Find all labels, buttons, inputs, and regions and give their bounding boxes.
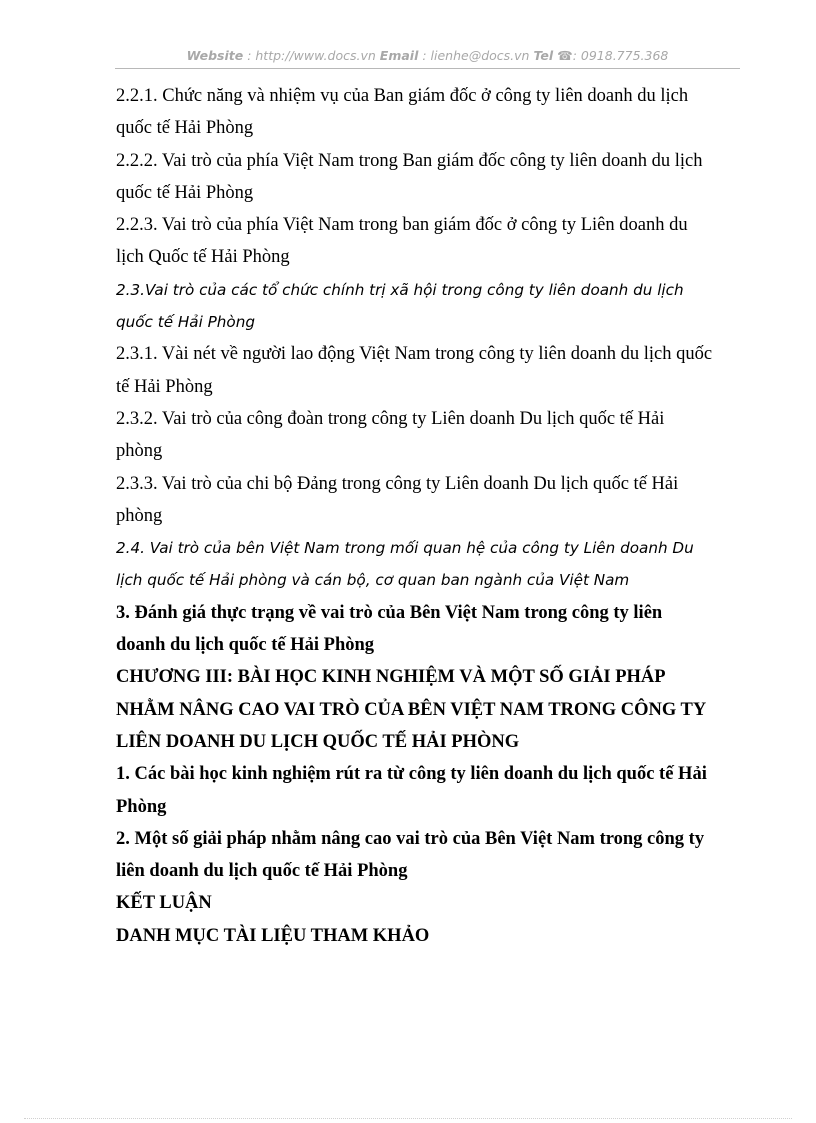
toc-item-c3-2 — [116, 823, 746, 888]
toc-line: 2.3.3. Vai trò của chi bộ Đảng trong công ty Liên doanh Du lịch quốc tế Hải — [116, 473, 679, 494]
toc-line: CHƯƠNG III: BÀI HỌC KINH NGHIỆM VÀ MỘT SỐ GIẢI PHÁP — [116, 667, 666, 688]
toc-line: 2. Một số giải pháp nhằm nâng cao vai trò của Bên Việt Nam trong công ty — [116, 828, 705, 849]
email-value: : lienhe@docs.vn — [422, 48, 530, 63]
toc-item-3 — [116, 597, 746, 662]
toc-item-2-3-2 — [116, 403, 746, 468]
toc-chapter-3 — [116, 661, 746, 758]
toc-line: lịch Quốc tế Hải Phòng — [116, 247, 290, 268]
toc-line: liên doanh du lịch quốc tế Hải Phòng — [116, 861, 408, 882]
toc-item-c3-1 — [116, 758, 746, 823]
toc-line: lịch quốc tế Hải phòng và cán bộ, cơ quan ban ngành của Việt Nam — [116, 571, 630, 590]
toc-line: 2.4. Vai trò của bên Việt Nam trong mối quan hệ của công ty Liên doanh Du — [116, 539, 694, 558]
toc-line: KẾT LUẬN — [116, 893, 212, 914]
toc-references — [116, 920, 746, 952]
page-header — [115, 46, 740, 69]
toc-item-2-3-3 — [116, 468, 746, 533]
toc-line: phòng — [116, 441, 163, 462]
toc-line: NHẰM NÂNG CAO VAI TRÒ CỦA BÊN VIỆT NAM TRONG CÔNG TY — [116, 699, 707, 720]
toc-line: phòng — [116, 505, 163, 526]
website-label: Website — [186, 48, 244, 63]
toc-line: 2.3.2. Vai trò của công đoàn trong công ty Liên doanh Du lịch quốc tế Hải — [116, 408, 665, 429]
toc-line: quốc tế Hải Phòng — [116, 118, 254, 139]
toc-line: 2.2.2. Vai trò của phía Việt Nam trong Ban giám đốc công ty liên doanh du lịch — [116, 150, 703, 171]
toc-conclusion — [116, 887, 746, 919]
toc-line: 2.2.1. Chức năng và nhiệm vụ của Ban giám đốc ở công ty liên doanh du lịch — [116, 86, 689, 106]
toc-line: tế Hải Phòng — [116, 376, 213, 397]
website-value: : http://www.docs.vn — [247, 48, 376, 63]
toc-line: 3. Đánh giá thực trạng về vai trò của Bên Việt Nam trong công ty liên — [116, 602, 663, 623]
toc-line: quốc tế Hải Phòng — [116, 313, 255, 332]
toc-line: 1. Các bài học kinh nghiệm rút ra từ công ty liên doanh du lịch quốc tế Hải — [116, 764, 707, 785]
toc-item-2-4 — [116, 532, 746, 597]
toc-line: Phòng — [116, 796, 167, 817]
toc-line: 2.3.1. Vài nét về người lao động Việt Nam trong công ty liên doanh du lịch quốc — [116, 344, 713, 365]
toc-line: DANH MỤC TÀI LIỆU THAM KHẢO — [116, 925, 430, 946]
tel-value: : 0918.775.368 — [572, 48, 669, 63]
toc-item-2-2-3 — [116, 209, 746, 274]
page-footer-rule — [24, 1118, 792, 1119]
toc-line: doanh du lịch quốc tế Hải Phòng — [116, 635, 375, 656]
toc-line: quốc tế Hải Phòng — [116, 182, 254, 203]
email-label: Email — [379, 48, 419, 63]
toc-item-2-3 — [116, 274, 746, 339]
toc-item-2-3-1 — [116, 338, 746, 403]
tel-label: Tel — [533, 48, 554, 63]
toc-line: LIÊN DOANH DU LỊCH QUỐC TẾ HẢI PHÒNG — [116, 731, 520, 752]
toc-item-2-2-2 — [116, 145, 746, 210]
toc-item-2-2-1 — [116, 80, 746, 145]
toc-content — [116, 80, 746, 952]
toc-line: 2.3.Vai trò của các tổ chức chính trị xã hội trong công ty liên doanh du lịch — [116, 280, 684, 299]
toc-line: 2.2.3. Vai trò của phía Việt Nam trong ban giám đốc ở công ty Liên doanh du — [116, 215, 688, 236]
phone-icon: ☎ — [557, 48, 573, 63]
